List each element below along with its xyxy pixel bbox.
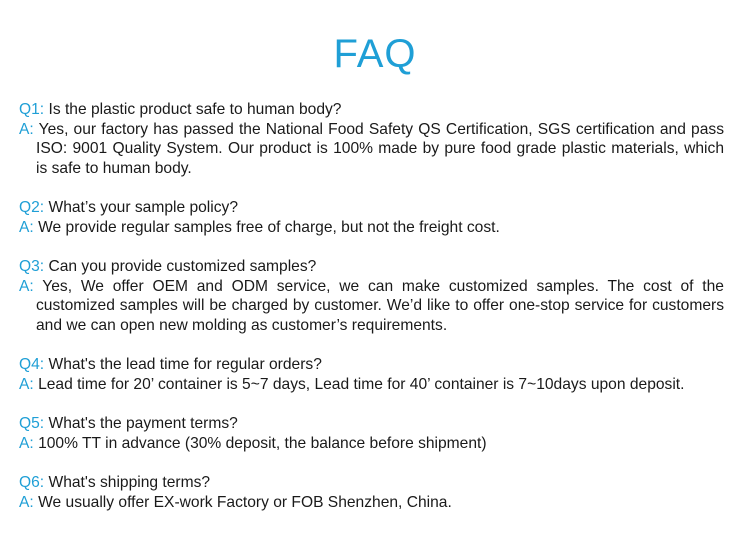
question-text: What’s your sample policy? bbox=[48, 199, 239, 216]
answer-text: 100% TT in advance (30% deposit, the balance before shipment) bbox=[38, 434, 487, 452]
question-tag: Q2: bbox=[19, 199, 45, 216]
answer-row bbox=[19, 218, 724, 238]
faq-item-4 bbox=[19, 355, 724, 394]
question-text: Is the plastic product safe to human body? bbox=[48, 101, 342, 118]
answer-text: Yes, our factory has passed the National Food Safety QS Certification, SGS certification and pass ISO: 9001 Quality System. Our product is 100% made by pure food grade plastic materials, which is safe to human body. bbox=[36, 120, 724, 177]
question-tag: Q5: bbox=[19, 415, 45, 432]
faq-item-1 bbox=[19, 100, 724, 178]
question-row bbox=[19, 198, 724, 218]
question-text: What's shipping terms? bbox=[48, 474, 211, 491]
question-tag: Q1: bbox=[19, 101, 45, 118]
answer-text: Yes, We offer OEM and ODM service, we can make customized samples. The cost of the customized samples will be charged by customer. We’d like to offer one-stop service for customers and we can open new molding as customer’s requirements. bbox=[36, 277, 724, 334]
answer-tag: A: bbox=[19, 120, 34, 138]
answer-tag: A: bbox=[19, 493, 34, 511]
faq-item-3 bbox=[19, 257, 724, 335]
faq-item-5 bbox=[19, 414, 724, 453]
page-title: FAQ bbox=[333, 32, 417, 76]
question-row bbox=[19, 100, 724, 120]
question-tag: Q6: bbox=[19, 474, 45, 491]
faq-list bbox=[19, 100, 724, 532]
question-row bbox=[19, 473, 724, 493]
question-row bbox=[19, 257, 724, 277]
answer-row bbox=[19, 375, 724, 395]
faq-item-6 bbox=[19, 473, 724, 512]
question-text: What's the lead time for regular orders? bbox=[48, 356, 322, 373]
question-tag: Q3: bbox=[19, 258, 45, 275]
answer-tag: A: bbox=[19, 375, 34, 393]
answer-row bbox=[19, 493, 724, 513]
answer-row bbox=[19, 120, 724, 179]
question-text: Can you provide customized samples? bbox=[48, 258, 317, 275]
question-row bbox=[19, 355, 724, 375]
answer-row bbox=[19, 434, 724, 454]
answer-text: Lead time for 20’ container is 5~7 days, Lead time for 40’ container is 7~10days upon deposit. bbox=[38, 375, 685, 393]
answer-row bbox=[19, 277, 724, 336]
answer-tag: A: bbox=[19, 277, 34, 295]
answer-text: We provide regular samples free of charge, but not the freight cost. bbox=[38, 218, 500, 236]
question-text: What's the payment terms? bbox=[48, 415, 238, 432]
answer-text: We usually offer EX-work Factory or FOB Shenzhen, China. bbox=[38, 493, 452, 511]
answer-tag: A: bbox=[19, 218, 34, 236]
faq-item-2 bbox=[19, 198, 724, 237]
question-tag: Q4: bbox=[19, 356, 45, 373]
answer-tag: A: bbox=[19, 434, 34, 452]
question-row bbox=[19, 414, 724, 434]
